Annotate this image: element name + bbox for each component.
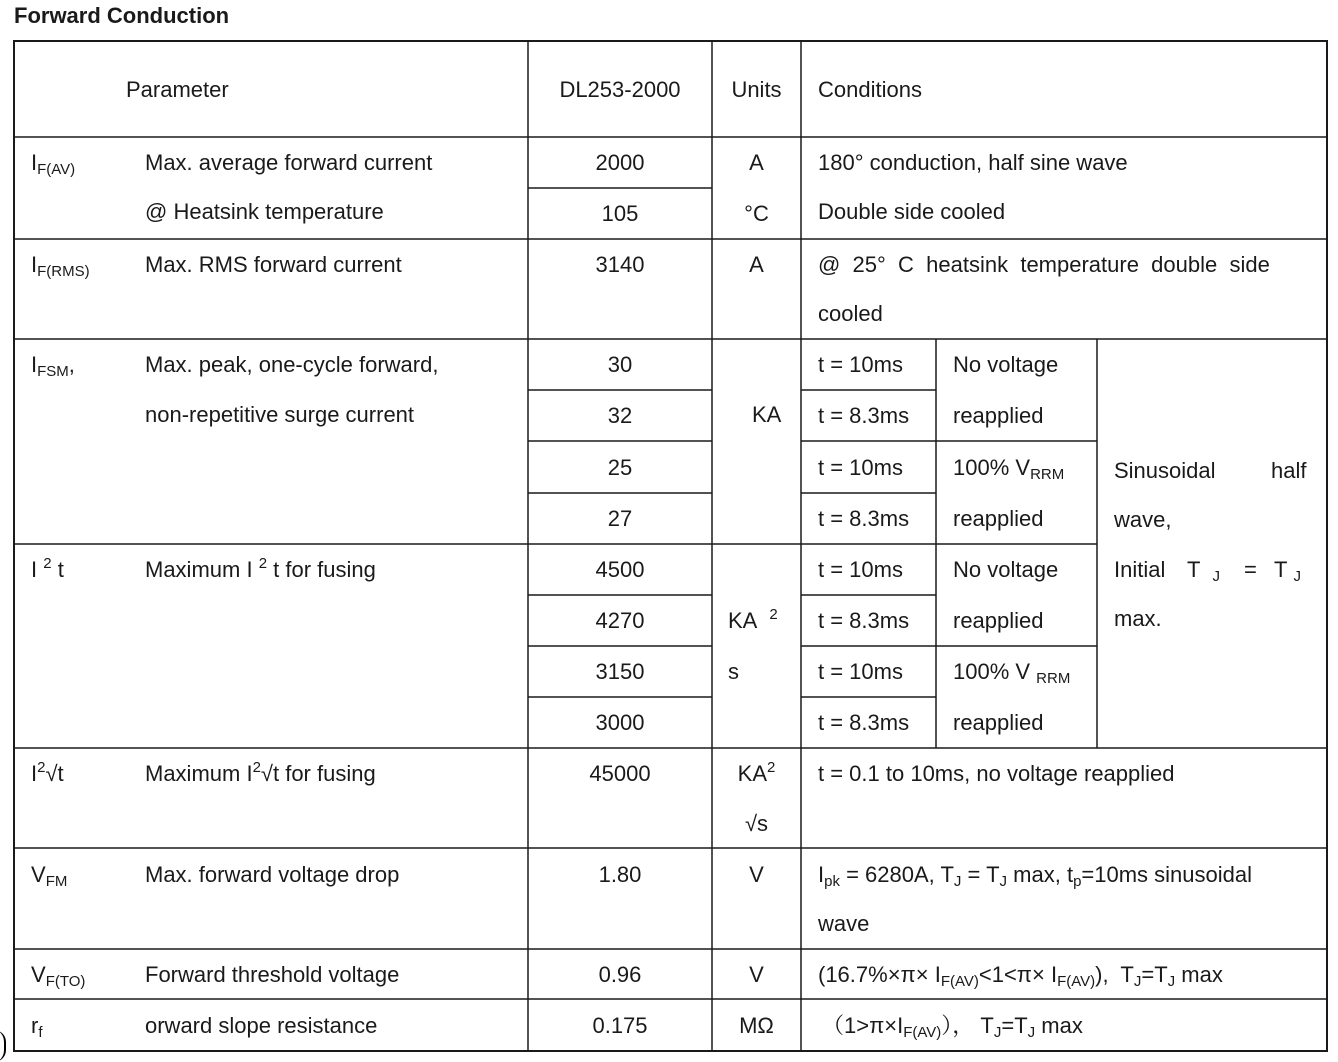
value-vfto: 0.96 <box>598 962 642 987</box>
cond-max: max. <box>1114 606 1162 631</box>
symbol-ifav: $I_{F(AV)}$ <box>31 150 76 178</box>
symbol-i2rt: $I^2√t$ <box>31 759 64 786</box>
cond-ifrms-line1: @ 25° C heatsink temperature double side <box>818 252 1270 277</box>
desc-ifrms: Max. RMS forward current <box>145 252 402 277</box>
value-ifsm-3: 25 <box>607 455 633 480</box>
cond-i2t-reapplied-2: reapplied <box>953 710 1044 735</box>
cond-ifsm-t2: t = 8.3ms <box>818 403 910 428</box>
cond-tj-1: T $_J$ <box>1187 557 1220 585</box>
cond-rf: $(1>\pi\times I_{F(AV)})$， $T_J=T_J$ max <box>822 1013 1083 1041</box>
cond-sinusoidal: Sinusoidal <box>1114 458 1216 483</box>
symbol-ifsm: $I_{FSM}$, <box>31 352 75 380</box>
cond-equals: = <box>1244 557 1257 582</box>
desc-rf: orward slope resistance <box>145 1013 378 1038</box>
symbol-vfm: $V_{FM}$ <box>31 862 68 890</box>
cond-i2rt: t = 0.1 to 10ms, no voltage reapplied <box>818 761 1175 786</box>
value-vfm: 1.80 <box>598 862 642 887</box>
unit-vfto: V <box>749 962 764 987</box>
value-ifav: 2000 <box>595 150 645 175</box>
value-ifsm-2: 32 <box>607 403 633 428</box>
cond-ifsm-reapplied-1: reapplied <box>953 403 1044 428</box>
desc-vfm: Max. forward voltage drop <box>145 862 400 887</box>
desc-ifsm-line1: Max. peak, one-cycle forward, <box>145 352 439 377</box>
unit-ifrms: A <box>749 252 764 277</box>
cond-ifrms-line2: cooled <box>818 301 883 326</box>
symbol-rf: $r_f$ <box>31 1013 43 1041</box>
desc-ifsm-line2: non-repetitive surge current <box>145 402 415 427</box>
value-ifrms: 3140 <box>595 252 645 277</box>
value-heatsink-temp: 105 <box>601 201 639 226</box>
value-i2rt: 45000 <box>589 761 651 786</box>
cond-i2t-t2: t = 8.3ms <box>818 608 910 633</box>
desc-ifav: Max. average forward current <box>145 150 433 175</box>
desc-vfto: Forward threshold voltage <box>145 962 400 987</box>
cond-heatsink-temp: Double side cooled <box>818 199 1006 224</box>
cond-ifsm-t3: t = 10ms <box>818 455 903 480</box>
unit-heatsink-temp: °C <box>744 201 769 226</box>
symbol-vfto: $V_{F(TO)}$ <box>31 962 86 990</box>
cond-i2t-t4: t = 8.3ms <box>818 710 910 735</box>
value-ifsm-1: 30 <box>607 352 633 377</box>
symbol-i2t: I $^2$ t <box>31 555 64 582</box>
value-ifsm-4: 27 <box>607 506 633 531</box>
cond-ifsm-t1: t = 10ms <box>818 352 903 377</box>
value-i2t-3: 3150 <box>595 659 645 684</box>
header-units: Units <box>731 77 782 102</box>
value-i2t-4: 3000 <box>595 710 645 735</box>
cond-ifav: 180° conduction, half sine wave <box>818 150 1128 175</box>
unit-rf: MΩ <box>739 1013 774 1038</box>
value-rf: 0.175 <box>592 1013 648 1038</box>
desc-i2rt: Maximum $I^2√t$ for fusing <box>145 759 376 786</box>
value-i2t-2: 4270 <box>595 608 645 633</box>
desc-i2t: Maximum I $^2$ t for fusing <box>145 555 376 582</box>
unit-i2rt: $KA^2$ <box>737 759 776 786</box>
unit-ifav: A <box>749 150 764 175</box>
cond-tj-2: T $_J$ <box>1274 557 1301 585</box>
cond-ifsm-no-voltage: No voltage <box>953 352 1059 377</box>
unit-i2t-s: s <box>728 659 739 684</box>
cond-vfto: $(16.7\%\times\pi\times I_{F(AV)}<1<\pi\times I_{F(AV)})$, $T_J=T_J$ max <box>818 962 1223 990</box>
header-conditions: Conditions <box>818 77 922 102</box>
cond-vfm-line2: wave <box>818 911 870 936</box>
value-i2t-1: 4500 <box>595 557 645 582</box>
cond-half: half <box>1271 458 1307 483</box>
header-device: DL253-2000 <box>559 77 681 102</box>
unit-i2t: KA $^2$ <box>728 606 778 633</box>
cond-ifsm-reapplied-2: reapplied <box>953 506 1044 531</box>
cond-wave: wave, <box>1114 507 1172 532</box>
unit-i2rt-sqrt-s: √s <box>744 811 769 836</box>
desc-heatsink-temp: @ Heatsink temperature <box>145 199 384 224</box>
cond-i2t-t1: t = 10ms <box>818 557 903 582</box>
cond-i2t-100-vrrm: 100% V $_{RRM}$ <box>953 659 1071 687</box>
unit-ifsm: KA <box>752 402 782 427</box>
cond-i2t-no-voltage: No voltage <box>953 557 1059 582</box>
section-title: Forward Conduction <box>14 3 230 28</box>
cond-ifsm-100-vrrm: 100% $V_{RRM}$ <box>953 455 1065 483</box>
symbol-ifrms: $I_{F(RMS)}$ <box>31 252 90 280</box>
header-parameter: Parameter <box>126 77 229 102</box>
cond-vfm-line1: $I_{pk} = 6280A$, $T_J = T_J$ max, $t_p=10ms$ sinusoidal <box>818 862 1253 890</box>
cond-i2t-t3: t = 10ms <box>818 659 903 684</box>
cond-initial: Initial <box>1114 557 1166 582</box>
cond-ifsm-t4: t = 8.3ms <box>818 506 910 531</box>
cond-i2t-reapplied-1: reapplied <box>953 608 1044 633</box>
unit-vfm: V <box>749 862 764 887</box>
